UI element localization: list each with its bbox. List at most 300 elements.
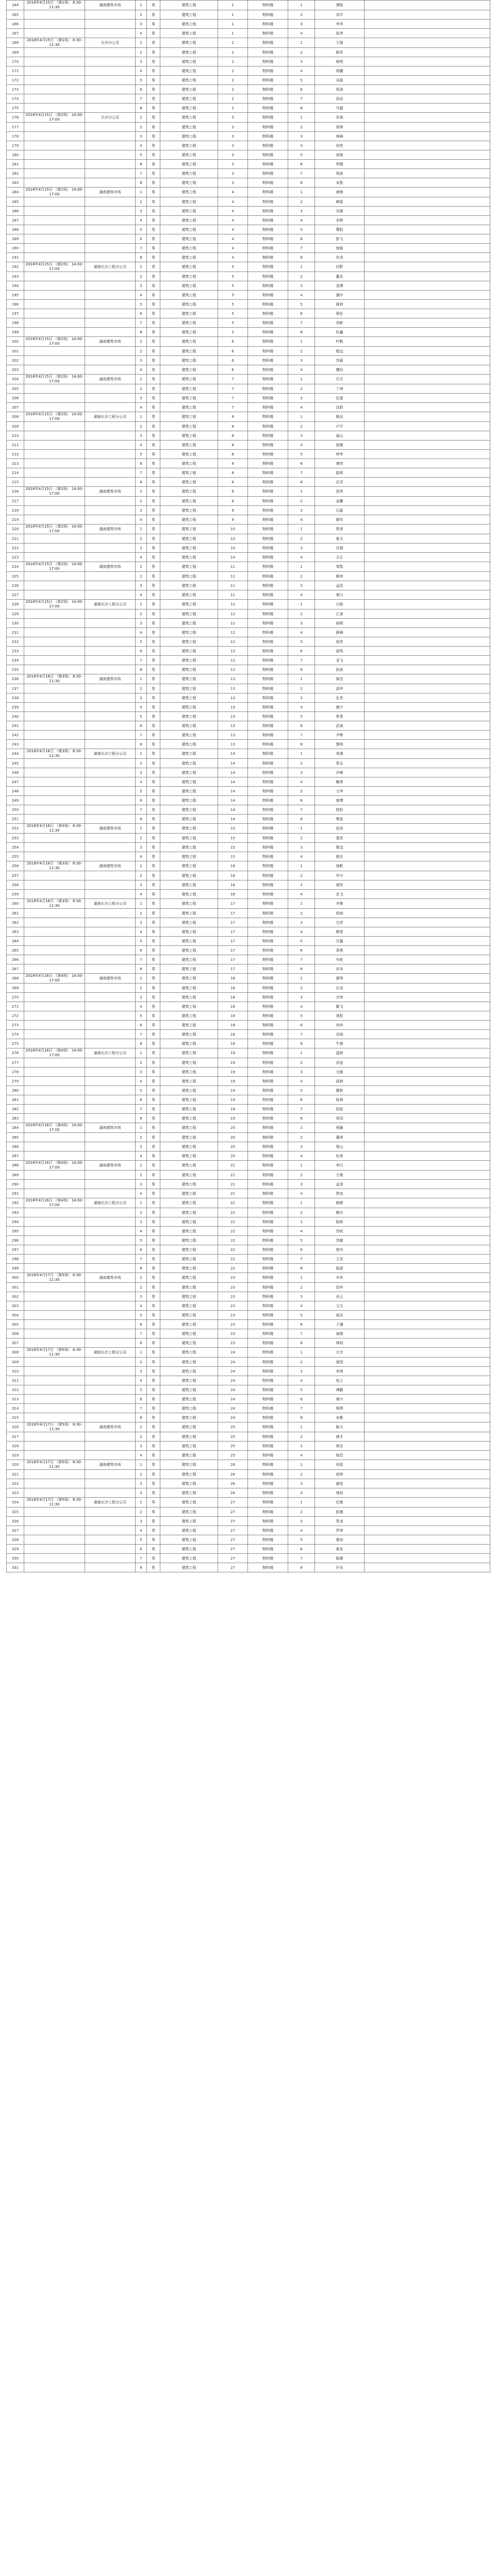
table-row bbox=[7, 581, 490, 590]
building-cell: 物科楼 bbox=[248, 544, 288, 553]
unit-cell: 湖南建筑市场 bbox=[85, 974, 136, 984]
major-cell: 建筑工程 bbox=[160, 76, 218, 85]
row-number: 183 bbox=[7, 178, 24, 188]
remark-cell bbox=[365, 1292, 490, 1301]
major-cell: 建筑工程 bbox=[160, 834, 218, 843]
table-row bbox=[7, 834, 490, 843]
sex-cell: 男 bbox=[147, 1142, 160, 1151]
sex-cell: 男 bbox=[147, 1273, 160, 1283]
sex-cell: 男 bbox=[147, 253, 160, 262]
major-cell: 建筑工程 bbox=[160, 1451, 218, 1460]
session-cell bbox=[24, 768, 85, 777]
row-number: 178 bbox=[7, 132, 24, 141]
table-row bbox=[7, 861, 490, 871]
row-number: 208 bbox=[7, 412, 24, 422]
building-cell: 物科楼 bbox=[248, 1348, 288, 1358]
major-cell: 建筑工程 bbox=[160, 1067, 218, 1077]
major-cell: 建筑工程 bbox=[160, 712, 218, 721]
sn-cell: 4 bbox=[288, 927, 315, 937]
major-cell: 建筑工程 bbox=[160, 740, 218, 749]
row-number: 285 bbox=[7, 1133, 24, 1142]
seq-cell: 1 bbox=[136, 974, 147, 984]
seq-cell: 2 bbox=[136, 534, 147, 544]
remark-cell bbox=[365, 253, 490, 262]
room-cell: 24 bbox=[218, 1404, 248, 1413]
row-number: 231 bbox=[7, 628, 24, 637]
seq-cell: 1 bbox=[136, 188, 147, 197]
major-cell: 建筑工程 bbox=[160, 581, 218, 590]
session-cell: 2018年4月16日 （第4场） 14:00-17:00 bbox=[24, 974, 85, 984]
table-row bbox=[7, 534, 490, 544]
seq-cell: 5 bbox=[136, 300, 147, 309]
seq-cell: 2 bbox=[136, 10, 147, 20]
seq-cell: 3 bbox=[136, 544, 147, 553]
table-row bbox=[7, 403, 490, 412]
major-cell: 建筑工程 bbox=[160, 731, 218, 740]
unit-cell bbox=[85, 1171, 136, 1180]
building-cell: 物科楼 bbox=[248, 1021, 288, 1030]
remark-cell bbox=[365, 1, 490, 10]
room-cell: 3 bbox=[218, 169, 248, 178]
remark-cell bbox=[365, 553, 490, 562]
row-number: 242 bbox=[7, 731, 24, 740]
seq-cell: 1 bbox=[136, 1048, 147, 1058]
remark-cell bbox=[365, 918, 490, 927]
sex-cell: 男 bbox=[147, 590, 160, 600]
seq-cell: 6 bbox=[136, 647, 147, 656]
sn-cell: 2 bbox=[288, 347, 315, 356]
building-cell: 物科楼 bbox=[248, 749, 288, 759]
sn-cell: 3 bbox=[288, 993, 315, 1002]
sex-cell: 男 bbox=[147, 318, 160, 328]
room-cell: 13 bbox=[218, 684, 248, 693]
seq-cell: 2 bbox=[136, 909, 147, 918]
building-cell: 物科楼 bbox=[248, 777, 288, 787]
seq-cell: 4 bbox=[136, 777, 147, 787]
sex-cell: 男 bbox=[147, 1535, 160, 1545]
seq-cell: 3 bbox=[136, 1067, 147, 1077]
sn-cell: 4 bbox=[288, 1488, 315, 1498]
building-cell: 物科楼 bbox=[248, 572, 288, 581]
sex-cell: 男 bbox=[147, 946, 160, 955]
name-cell: 陆游 bbox=[315, 1264, 365, 1273]
room-cell: 13 bbox=[218, 740, 248, 749]
table-row bbox=[7, 1171, 490, 1180]
room-cell: 15 bbox=[218, 834, 248, 843]
sn-cell: 3 bbox=[288, 281, 315, 291]
sex-cell: 男 bbox=[147, 365, 160, 375]
sex-cell: 男 bbox=[147, 684, 160, 693]
room-cell: 20 bbox=[218, 1151, 248, 1161]
remark-cell bbox=[365, 20, 490, 29]
name-cell: 吴磊 bbox=[315, 76, 365, 85]
building-cell: 物科楼 bbox=[248, 684, 288, 693]
remark-cell bbox=[365, 1086, 490, 1095]
seq-cell: 7 bbox=[136, 955, 147, 964]
sn-cell: 6 bbox=[288, 1545, 315, 1554]
sex-cell: 男 bbox=[147, 628, 160, 637]
major-cell: 建筑工程 bbox=[160, 647, 218, 656]
building-cell: 物科楼 bbox=[248, 1198, 288, 1208]
room-cell: 22 bbox=[218, 1208, 248, 1217]
major-cell: 建筑工程 bbox=[160, 628, 218, 637]
sex-cell: 男 bbox=[147, 459, 160, 468]
building-cell: 物科楼 bbox=[248, 337, 288, 347]
session-cell bbox=[24, 581, 85, 590]
sn-cell: 7 bbox=[288, 1105, 315, 1114]
sn-cell: 1 bbox=[288, 38, 315, 48]
table-row bbox=[7, 20, 490, 29]
row-number: 199 bbox=[7, 328, 24, 337]
name-cell: 黎明 bbox=[315, 740, 365, 749]
unit-cell bbox=[85, 1095, 136, 1105]
seq-cell: 3 bbox=[136, 506, 147, 515]
name-cell: 殷实 bbox=[315, 852, 365, 861]
name-cell: 龙飞 bbox=[315, 656, 365, 665]
major-cell: 建筑工程 bbox=[160, 356, 218, 365]
unit-cell bbox=[85, 1133, 136, 1142]
sex-cell: 男 bbox=[147, 207, 160, 216]
building-cell: 物科楼 bbox=[248, 1133, 288, 1142]
room-cell: 24 bbox=[218, 1358, 248, 1367]
unit-cell bbox=[85, 871, 136, 880]
remark-cell bbox=[365, 1039, 490, 1048]
name-cell: 范伟 bbox=[315, 487, 365, 497]
room-cell: 13 bbox=[218, 674, 248, 684]
building-cell: 物科楼 bbox=[248, 1329, 288, 1338]
unit-cell bbox=[85, 759, 136, 768]
sn-cell: 5 bbox=[288, 637, 315, 647]
session-cell bbox=[24, 647, 85, 656]
remark-cell bbox=[365, 450, 490, 459]
row-number: 269 bbox=[7, 984, 24, 993]
building-cell: 物科楼 bbox=[248, 1171, 288, 1180]
unit-cell bbox=[85, 731, 136, 740]
room-cell: 22 bbox=[218, 1227, 248, 1236]
table-row bbox=[7, 365, 490, 375]
seq-cell: 6 bbox=[136, 1245, 147, 1255]
row-number: 323 bbox=[7, 1488, 24, 1498]
row-number: 227 bbox=[7, 590, 24, 600]
seq-cell: 6 bbox=[136, 1021, 147, 1030]
remark-cell bbox=[365, 768, 490, 777]
room-cell: 18 bbox=[218, 1011, 248, 1021]
remark-cell bbox=[365, 1067, 490, 1077]
table-row bbox=[7, 94, 490, 104]
session-cell bbox=[24, 1151, 85, 1161]
room-cell: 4 bbox=[218, 253, 248, 262]
row-number: 259 bbox=[7, 890, 24, 899]
building-cell: 物科楼 bbox=[248, 132, 288, 141]
building-cell: 物科楼 bbox=[248, 384, 288, 394]
seq-cell: 2 bbox=[136, 572, 147, 581]
unit-cell bbox=[85, 347, 136, 356]
building-cell: 物科楼 bbox=[248, 262, 288, 272]
sex-cell: 男 bbox=[147, 356, 160, 365]
remark-cell bbox=[365, 431, 490, 440]
building-cell: 物科楼 bbox=[248, 234, 288, 244]
row-number: 186 bbox=[7, 207, 24, 216]
building-cell: 物科楼 bbox=[248, 1545, 288, 1554]
sn-cell: 1 bbox=[288, 600, 315, 609]
sex-cell: 男 bbox=[147, 581, 160, 590]
sn-cell: 4 bbox=[288, 553, 315, 562]
table-row bbox=[7, 1002, 490, 1011]
sn-cell: 3 bbox=[288, 619, 315, 628]
seq-cell: 7 bbox=[136, 94, 147, 104]
remark-cell bbox=[365, 1404, 490, 1413]
room-cell: 22 bbox=[218, 1255, 248, 1264]
session-cell bbox=[24, 347, 85, 356]
name-cell: 宫本 bbox=[315, 964, 365, 974]
session-cell: 2018年4月15日 （第2场） 14:00-17:00 bbox=[24, 412, 85, 422]
session-cell bbox=[24, 918, 85, 927]
building-cell: 物科楼 bbox=[248, 937, 288, 946]
major-cell: 建筑工程 bbox=[160, 1292, 218, 1301]
remark-cell bbox=[365, 1283, 490, 1292]
unit-cell bbox=[85, 628, 136, 637]
building-cell: 物科楼 bbox=[248, 318, 288, 328]
unit-cell: 湖南建筑市场 bbox=[85, 824, 136, 834]
name-cell: 苏轼 bbox=[315, 1227, 365, 1236]
row-number: 212 bbox=[7, 450, 24, 459]
name-cell: 黄兴 bbox=[315, 1395, 365, 1404]
table-row bbox=[7, 1348, 490, 1358]
name-cell: 付强 bbox=[315, 544, 365, 553]
building-cell: 物科楼 bbox=[248, 1311, 288, 1320]
room-cell: 25 bbox=[218, 1442, 248, 1451]
seq-cell: 1 bbox=[136, 1348, 147, 1358]
major-cell: 建筑工程 bbox=[160, 927, 218, 937]
sex-cell: 男 bbox=[147, 20, 160, 29]
sn-cell: 1 bbox=[288, 674, 315, 684]
sex-cell: 男 bbox=[147, 749, 160, 759]
unit-cell bbox=[85, 1535, 136, 1545]
row-number: 182 bbox=[7, 169, 24, 178]
remark-cell bbox=[365, 123, 490, 132]
row-number: 288 bbox=[7, 1161, 24, 1171]
building-cell: 物科楼 bbox=[248, 609, 288, 619]
name-cell: 彭德 bbox=[315, 1507, 365, 1517]
major-cell: 建筑工程 bbox=[160, 1161, 218, 1171]
sn-cell: 5 bbox=[288, 787, 315, 796]
remark-cell bbox=[365, 815, 490, 824]
building-cell: 物科楼 bbox=[248, 1086, 288, 1095]
remark-cell bbox=[365, 1348, 490, 1358]
room-cell: 22 bbox=[218, 1264, 248, 1273]
sex-cell: 男 bbox=[147, 1442, 160, 1451]
room-cell: 4 bbox=[218, 188, 248, 197]
session-cell bbox=[24, 94, 85, 104]
session-cell: 2018年4月15日 （第2场） 14:00-17:00 bbox=[24, 562, 85, 572]
remark-cell bbox=[365, 937, 490, 946]
remark-cell bbox=[365, 459, 490, 468]
name-cell: 温和 bbox=[315, 1048, 365, 1058]
table-row bbox=[7, 544, 490, 553]
remark-cell bbox=[365, 777, 490, 787]
room-cell: 12 bbox=[218, 647, 248, 656]
row-number: 180 bbox=[7, 150, 24, 160]
sn-cell: 2 bbox=[288, 197, 315, 207]
unit-cell bbox=[85, 1563, 136, 1572]
table-row bbox=[7, 1545, 490, 1554]
remark-cell bbox=[365, 524, 490, 534]
table-row bbox=[7, 1320, 490, 1329]
unit-cell: 湖南长沙工程分公司 bbox=[85, 1198, 136, 1208]
unit-cell bbox=[85, 796, 136, 805]
room-cell: 13 bbox=[218, 712, 248, 721]
unit-cell bbox=[85, 1413, 136, 1422]
major-cell: 建筑工程 bbox=[160, 880, 218, 890]
building-cell: 物科楼 bbox=[248, 880, 288, 890]
table-row bbox=[7, 1395, 490, 1404]
seq-cell: 5 bbox=[136, 937, 147, 946]
name-cell: 文华 bbox=[315, 787, 365, 796]
major-cell: 建筑工程 bbox=[160, 1095, 218, 1105]
name-cell: 苏辙 bbox=[315, 1236, 365, 1245]
sex-cell: 男 bbox=[147, 918, 160, 927]
sn-cell: 2 bbox=[288, 984, 315, 993]
remark-cell bbox=[365, 356, 490, 365]
name-cell: 唐俊 bbox=[315, 188, 365, 197]
sex-cell: 男 bbox=[147, 85, 160, 94]
session-cell bbox=[24, 721, 85, 731]
major-cell: 建筑工程 bbox=[160, 225, 218, 234]
room-cell: 27 bbox=[218, 1517, 248, 1526]
unit-cell bbox=[85, 1311, 136, 1320]
session-cell bbox=[24, 1563, 85, 1572]
row-number: 276 bbox=[7, 1048, 24, 1058]
sn-cell: 2 bbox=[288, 1133, 315, 1142]
unit-cell bbox=[85, 890, 136, 899]
unit-cell bbox=[85, 207, 136, 216]
table-row bbox=[7, 440, 490, 450]
remark-cell bbox=[365, 890, 490, 899]
name-cell: 崔健 bbox=[315, 440, 365, 450]
unit-cell bbox=[85, 1030, 136, 1039]
unit-cell bbox=[85, 216, 136, 225]
seq-cell: 7 bbox=[136, 656, 147, 665]
row-number: 289 bbox=[7, 1171, 24, 1180]
remark-cell bbox=[365, 1545, 490, 1554]
sex-cell: 男 bbox=[147, 1526, 160, 1535]
building-cell: 物科楼 bbox=[248, 57, 288, 66]
room-cell: 20 bbox=[218, 1142, 248, 1151]
sn-cell: 8 bbox=[288, 253, 315, 262]
major-cell: 建筑工程 bbox=[160, 759, 218, 768]
sex-cell: 男 bbox=[147, 974, 160, 984]
sex-cell: 男 bbox=[147, 721, 160, 731]
session-cell bbox=[24, 85, 85, 94]
table-row bbox=[7, 132, 490, 141]
remark-cell bbox=[365, 94, 490, 104]
room-cell: 23 bbox=[218, 1311, 248, 1320]
seq-cell: 3 bbox=[136, 918, 147, 927]
name-cell: 叶帆 bbox=[315, 337, 365, 347]
room-cell: 11 bbox=[218, 562, 248, 572]
session-cell: 2018年4月16日 （第4场） 14:00-17:00 bbox=[24, 1161, 85, 1171]
row-number: 187 bbox=[7, 216, 24, 225]
row-number: 244 bbox=[7, 749, 24, 759]
sn-cell: 1 bbox=[288, 487, 315, 497]
unit-cell: 湖南建筑市场 bbox=[85, 861, 136, 871]
unit-cell bbox=[85, 94, 136, 104]
building-cell: 物科楼 bbox=[248, 1180, 288, 1189]
unit-cell bbox=[85, 57, 136, 66]
remark-cell bbox=[365, 1105, 490, 1114]
building-cell: 物科楼 bbox=[248, 76, 288, 85]
unit-cell bbox=[85, 572, 136, 581]
major-cell: 建筑工程 bbox=[160, 394, 218, 403]
seq-cell: 4 bbox=[136, 440, 147, 450]
major-cell: 建筑工程 bbox=[160, 890, 218, 899]
row-number: 239 bbox=[7, 703, 24, 712]
table-row bbox=[7, 1151, 490, 1161]
seq-cell: 5 bbox=[136, 1011, 147, 1021]
sex-cell: 男 bbox=[147, 656, 160, 665]
row-number: 228 bbox=[7, 600, 24, 609]
remark-cell bbox=[365, 169, 490, 178]
unit-cell bbox=[85, 1180, 136, 1189]
seq-cell: 6 bbox=[136, 721, 147, 731]
major-cell: 建筑工程 bbox=[160, 132, 218, 141]
session-cell bbox=[24, 1554, 85, 1563]
seq-cell: 1 bbox=[136, 1460, 147, 1470]
remark-cell bbox=[365, 899, 490, 909]
unit-cell: 湖南建筑市场 bbox=[85, 375, 136, 384]
remark-cell bbox=[365, 1460, 490, 1470]
seq-cell: 1 bbox=[136, 337, 147, 347]
name-cell: 唐才 bbox=[315, 1432, 365, 1442]
sex-cell: 男 bbox=[147, 262, 160, 272]
session-cell bbox=[24, 1180, 85, 1189]
sn-cell: 6 bbox=[288, 1320, 315, 1329]
building-cell: 物科楼 bbox=[248, 796, 288, 805]
table-row bbox=[7, 619, 490, 628]
row-number: 181 bbox=[7, 160, 24, 169]
row-number: 318 bbox=[7, 1442, 24, 1451]
sn-cell: 3 bbox=[288, 1517, 315, 1526]
major-cell: 建筑工程 bbox=[160, 1021, 218, 1030]
table-row bbox=[7, 600, 490, 609]
unit-cell bbox=[85, 1067, 136, 1077]
building-cell: 物科楼 bbox=[248, 1189, 288, 1198]
row-number: 222 bbox=[7, 544, 24, 553]
seq-cell: 1 bbox=[136, 1273, 147, 1283]
name-cell: 杨明 bbox=[315, 57, 365, 66]
remark-cell bbox=[365, 497, 490, 506]
name-cell: 沈阳 bbox=[315, 403, 365, 412]
major-cell: 建筑工程 bbox=[160, 1217, 218, 1227]
sn-cell: 3 bbox=[288, 843, 315, 852]
remark-cell bbox=[365, 178, 490, 188]
sn-cell: 6 bbox=[288, 946, 315, 955]
unit-cell bbox=[85, 1488, 136, 1498]
unit-cell bbox=[85, 534, 136, 544]
building-cell: 物科楼 bbox=[248, 647, 288, 656]
sex-cell: 男 bbox=[147, 815, 160, 824]
seq-cell: 1 bbox=[136, 824, 147, 834]
major-cell: 建筑工程 bbox=[160, 431, 218, 440]
name-cell: 尹辉 bbox=[315, 731, 365, 740]
table-row bbox=[7, 225, 490, 234]
name-cell: 欧阳 bbox=[315, 805, 365, 815]
sex-cell: 男 bbox=[147, 291, 160, 300]
session-cell bbox=[24, 1171, 85, 1180]
major-cell: 建筑工程 bbox=[160, 656, 218, 665]
room-cell: 14 bbox=[218, 787, 248, 796]
sn-cell: 7 bbox=[288, 1554, 315, 1563]
